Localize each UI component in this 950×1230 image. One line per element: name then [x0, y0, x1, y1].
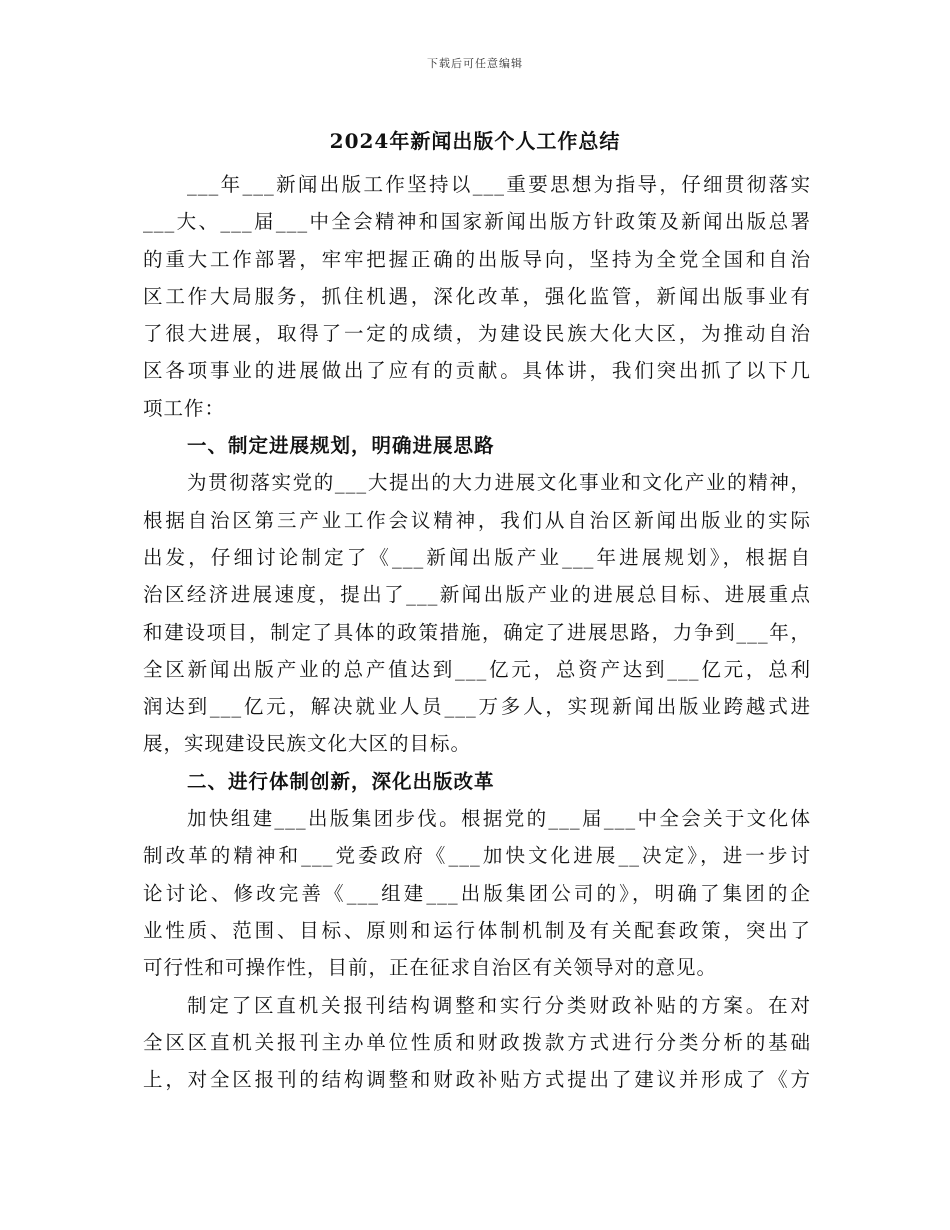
text-line: 制改革的精神和___党委政府《___加快文化进展__决定》，进一步讨 [143, 844, 811, 868]
text-line: 润达到___亿元，解决就业人员___万多人，实现新闻出版业跨越式进 [143, 695, 811, 719]
text-line: 治区经济进展速度，提出了___新闻出版产业的进展总目标、进展重点 [143, 583, 811, 607]
section-heading: 一、制定进展规划，明确进展思路 [187, 434, 495, 458]
text-line: ___大、___届___中全会精神和国家新闻出版方针政策及新闻出版总署 [143, 210, 811, 234]
text-line: 论讨论、修改完善《___组建___出版集团公司的》，明确了集团的企 [143, 881, 811, 905]
text-line: 业性质、范围、目标、原则和运行体制机制及有关配套政策，突出了 [143, 918, 811, 942]
text-line: 全区区直机关报刊主办单位性质和财政拨款方式进行分类分析的基础 [143, 1030, 811, 1054]
text-line: 出发，仔细讨论制定了《___新闻出版产业___年进展规划》，根据自 [143, 545, 811, 569]
text-line: 区各项事业的进展做出了应有的贡献。具体讲，我们突出抓了以下几 [143, 359, 811, 383]
text-line: 根据自治区第三产业工作会议精神，我们从自治区新闻出版业的实际 [143, 508, 811, 532]
page-title: 2024年新闻出版个人工作总结 [329, 129, 621, 153]
text-line: 制定了区直机关报刊结构调整和实行分类财政补贴的方案。在对 [187, 993, 811, 1017]
text-line: ___年___新闻出版工作坚持以___重要思想为指导，仔细贯彻落实 [187, 173, 811, 196]
text-line: 展，实现建设民族文化大区的目标。 [143, 732, 472, 756]
text-line: 项工作： [143, 396, 226, 420]
text-line: 区工作大局服务，抓住机遇，深化改革，强化监管，新闻出版事业有 [143, 284, 811, 308]
document-body [143, 166, 811, 1098]
text-line: 了很大进展，取得了一定的成绩，为建设民族大化大区，为推动自治 [143, 322, 811, 346]
text-line: 可行性和可操作性，目前，正在征求自治区有关领导对的意见。 [143, 956, 718, 980]
text-line: 全区新闻出版产业的总产值达到___亿元，总资产达到___亿元，总利 [143, 657, 811, 681]
text-line: 和建设项目，制定了具体的政策措施，确定了进展思路，力争到___年， [143, 620, 811, 644]
text-line: 加快组建___出版集团步伐。根据党的___届___中全会关于文化体 [187, 807, 811, 831]
text-line: 上，对全区报刊的结构调整和财政补贴方式提出了建议并形成了《方 [143, 1068, 811, 1092]
text-line: 为贯彻落实党的___大提出的大力进展文化事业和文化产业的精神， [187, 471, 811, 495]
text-line: 的重大工作部署，牢牢把握正确的出版导向，坚持为全党全国和自治 [143, 247, 811, 271]
header-note: 下载后可任意编辑 [427, 57, 523, 70]
section-heading: 二、进行体制创新，深化出版改革 [187, 769, 495, 793]
